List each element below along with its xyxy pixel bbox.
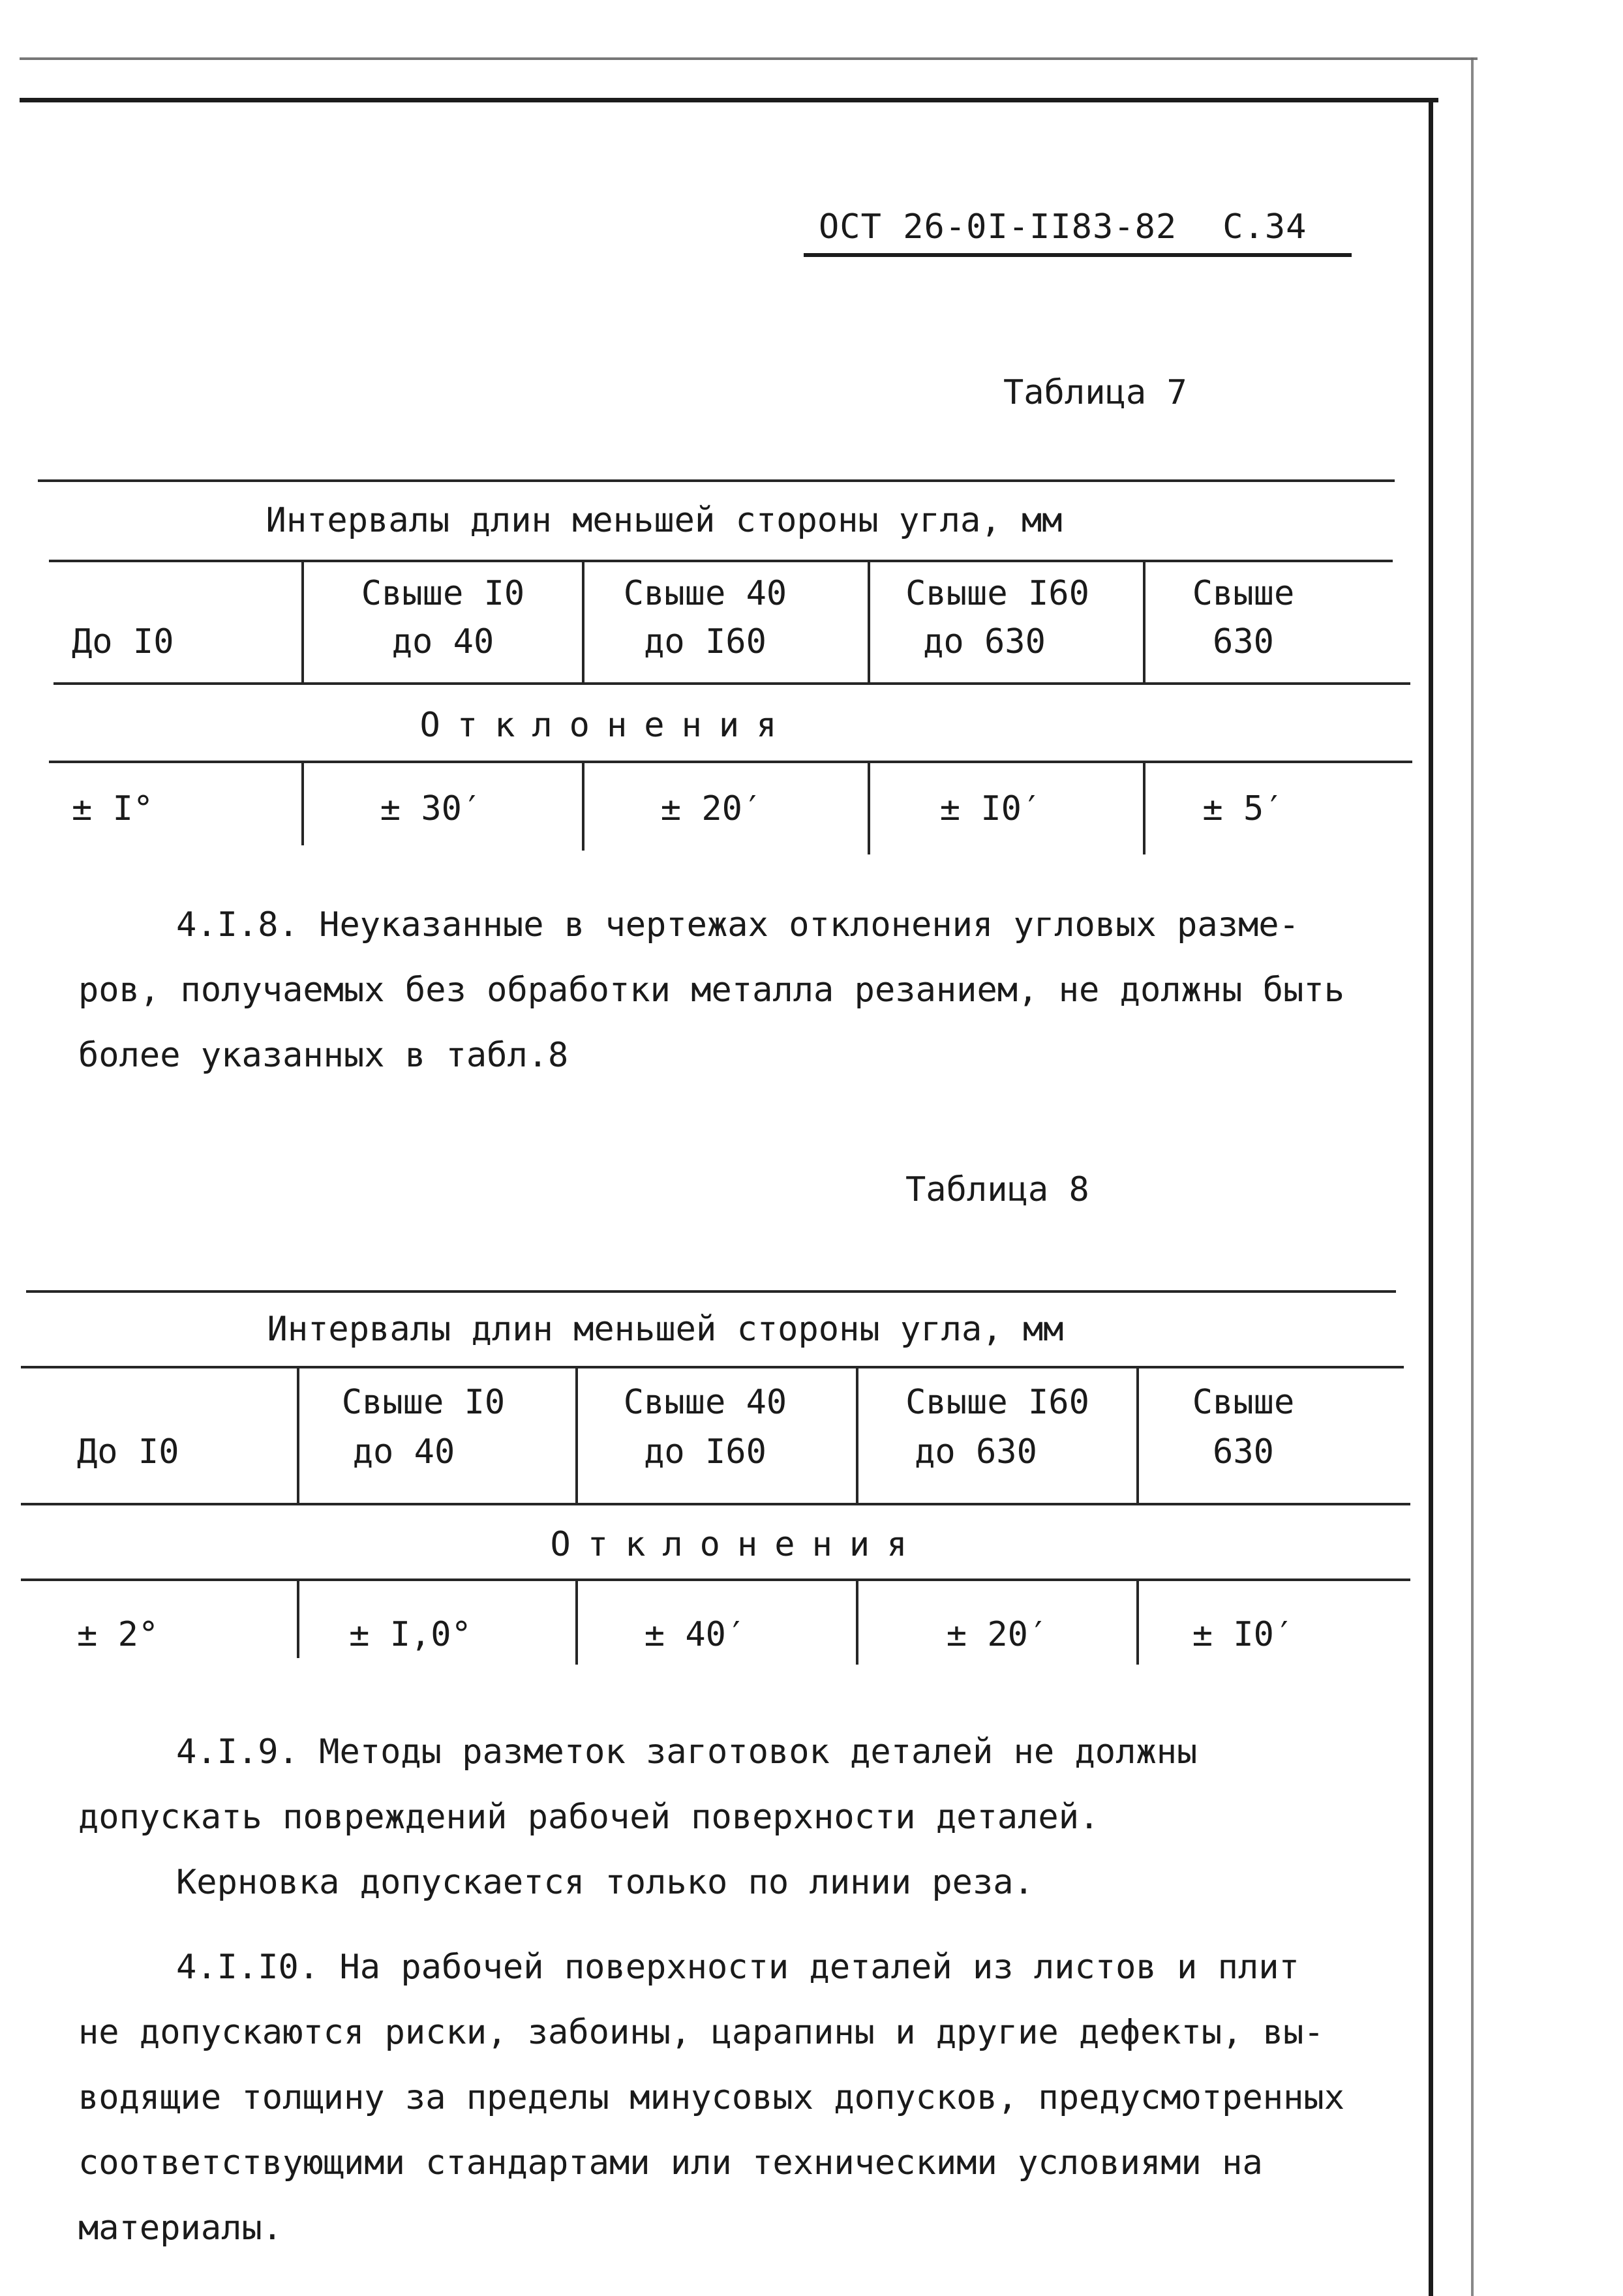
paragraph-4-1-8 <box>78 892 1383 1088</box>
deviation-value: ± I,0° <box>349 1615 472 1654</box>
paragraph-line: водящие толщину за пределы минусовых допусков, предусмотренных <box>78 2078 1345 2117</box>
deviation-value: ± I0′ <box>1192 1615 1295 1654</box>
deviation-value: ± I0′ <box>939 789 1042 828</box>
deviation-value: ± 30′ <box>380 789 483 828</box>
paragraph-line: 4.I.8. Неуказанные в чертежах отклонения угловых разме- <box>176 905 1299 944</box>
table-8-caption: Таблица 8 <box>905 1170 1089 1209</box>
paragraph-line: ров, получаемых без обработки металла резанием, не должны быть <box>78 971 1345 1010</box>
paragraph-4-1-10 <box>78 1935 1383 2261</box>
frame-right-thin-line <box>1471 57 1474 2296</box>
column-header-line-1: Свыше <box>1192 574 1295 613</box>
span-header: Интервалы длин меньшей стороны угла, мм <box>265 501 1063 540</box>
column-header-line-1: Свыше <box>1192 1383 1295 1422</box>
table-rule <box>49 560 1393 562</box>
paragraph-line: 4.I.I0. На рабочей поверхности деталей из листов и плит <box>176 1948 1299 1987</box>
document-code: ОСТ 26-0I-II83-82 <box>819 207 1177 247</box>
column-header-line-1: Свыше 40 <box>623 1383 787 1422</box>
paragraph-line: соответствующими стандартами или техническими условиями на <box>78 2143 1263 2183</box>
paragraph-line: допускать повреждений рабочей поверхности деталей. <box>78 1798 1100 1837</box>
column-header-line-2: до I60 <box>644 622 766 661</box>
column-header-line-2: 630 <box>1213 622 1274 661</box>
column-header-line-1: Свыше I60 <box>905 1383 1089 1422</box>
column-header-line-2: до 630 <box>923 622 1046 661</box>
paragraph-line: материалы. <box>78 2209 283 2248</box>
deviation-value: ± 40′ <box>644 1615 747 1654</box>
page-number: С.34 <box>1222 207 1307 247</box>
column-header-line-2: 630 <box>1213 1432 1274 1472</box>
paragraph-line: 4.I.9. Методы разметок заготовок деталей не должны <box>176 1732 1198 1772</box>
header-underline <box>804 253 1352 257</box>
column-header-line-2: до 40 <box>352 1432 455 1472</box>
column-header-line-2: До I0 <box>72 622 174 661</box>
deviation-value: ± 5′ <box>1202 789 1284 828</box>
frame-right-line <box>1429 98 1433 2296</box>
column-header-line-2: до I60 <box>644 1432 766 1472</box>
paragraph-line: Керновка допускается только по линии реза. <box>176 1863 1034 1902</box>
deviation-value: ± 20′ <box>660 789 763 828</box>
table-rule <box>38 479 1395 482</box>
deviation-header: Отклонения <box>419 706 794 745</box>
paragraph-line: не допускаются риски, забоины, царапины и другие дефекты, вы- <box>78 2013 1324 2052</box>
deviation-value: ± 20′ <box>946 1615 1049 1654</box>
frame-top-thin-line <box>20 57 1478 60</box>
deviation-value: ± 2° <box>77 1615 159 1654</box>
column-header-line-1: Свыше I0 <box>341 1383 506 1422</box>
column-header-line-2: до 40 <box>391 622 494 661</box>
column-header-line-2: до 630 <box>915 1432 1037 1472</box>
table-rule <box>21 1578 1410 1581</box>
table-rule <box>21 1503 1410 1505</box>
span-header: Интервалы длин меньшей стороны угла, мм <box>267 1310 1064 1349</box>
column-header-line-1: Свыше 40 <box>623 574 787 613</box>
table-rule <box>21 1366 1404 1368</box>
column-header-line-2: До I0 <box>77 1432 179 1472</box>
table-rule <box>26 1290 1396 1293</box>
paragraph-line: более указанных в табл.8 <box>78 1036 569 1075</box>
page-header <box>819 207 1307 247</box>
deviation-header: Отклонения <box>550 1525 924 1564</box>
table-rule <box>49 761 1412 763</box>
table-7-caption: Таблица 7 <box>1003 373 1187 412</box>
column-header-line-1: Свыше I0 <box>361 574 525 613</box>
column-header-line-1: Свыше I60 <box>905 574 1089 613</box>
deviation-value: ± I° <box>72 789 154 828</box>
table-rule <box>53 682 1410 685</box>
paragraph-4-1-9 <box>78 1719 1383 1915</box>
frame-top-line <box>20 98 1438 102</box>
